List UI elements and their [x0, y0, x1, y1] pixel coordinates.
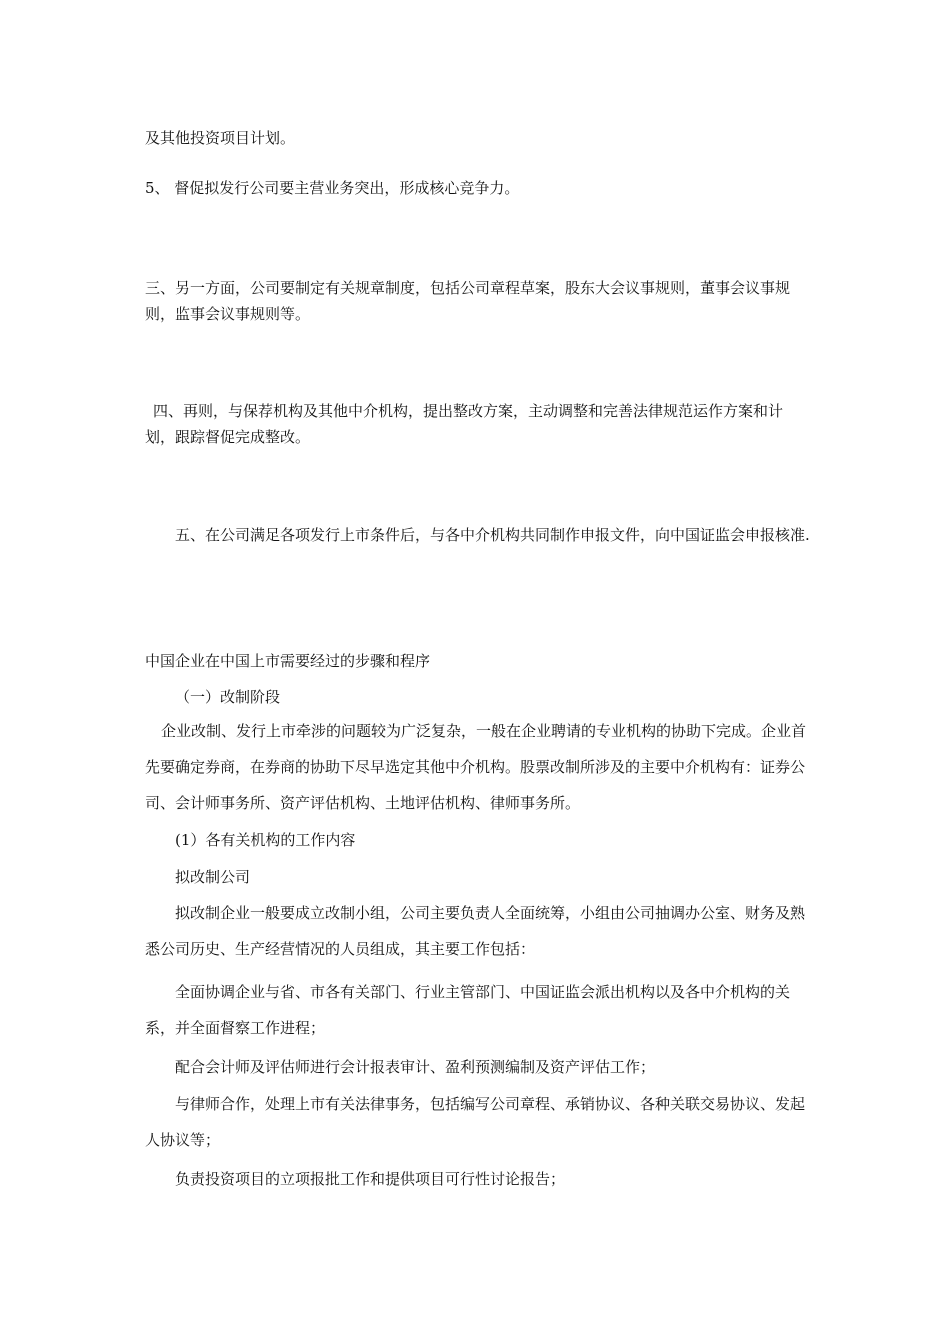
- paragraph-5: 五、在公司满足各项发行上市条件后，与各中介机构共同制作申报文件，向中国证监会申报核准.: [175, 526, 810, 544]
- paragraph-12: 全面协调企业与省、市各有关部门、行业主管部门、中国证监会派出机构以及各中介机构的关系，并全面督察工作进程；: [145, 983, 791, 1037]
- section-heading: 中国企业在中国上市需要经过的步骤和程序: [145, 652, 431, 670]
- paragraph-1: 及其他投资项目计划。: [145, 129, 296, 147]
- list-heading: (1）各有关机构的工作内容: [175, 831, 356, 849]
- paragraph-11: 拟改制企业一般要成立改制小组，公司主要负责人全面统筹，小组由公司抽调办公室、财务及熟悉公司历史、生产经营情况的人员组成，其主要工作包括：: [145, 904, 806, 958]
- paragraph-15: 负责投资项目的立项报批工作和提供项目可行性讨论报告；: [175, 1170, 566, 1188]
- subsection-heading: （一）改制阶段: [175, 688, 281, 706]
- paragraph-2: 5、 督促拟发行公司要主营业务突出，形成核心竞争力。: [145, 179, 520, 197]
- item-heading: 拟改制公司: [175, 868, 251, 886]
- paragraph-13: 配合会计师及评估师进行会计报表审计、盈利预测编制及资产评估工作；: [175, 1058, 656, 1076]
- paragraph-8: 企业改制、发行上市牵涉的问题较为广泛复杂，一般在企业聘请的专业机构的协助下完成。企业首先要确定券商，在券商的协助下尽早选定其他中介机构。股票改制所涉及的主要中介机构有：证券公司、会计师事务所、资产评估机构、土地评估机构、律师事务所。: [145, 722, 807, 812]
- paragraph-14: 与律师合作，处理上市有关法律事务，包括编写公司章程、承销协议、各种关联交易协议、发起人协议等；: [145, 1095, 806, 1149]
- paragraph-3: 三、另一方面，公司要制定有关规章制度，包括公司章程草案，股东大会议事规则，董事会议事规则，监事会议事规则等。: [145, 279, 791, 323]
- paragraph-4: 四、再则，与保荐机构及其他中介机构，提出整改方案，主动调整和完善法律规范运作方案和计划，跟踪督促完成整改。: [145, 402, 784, 446]
